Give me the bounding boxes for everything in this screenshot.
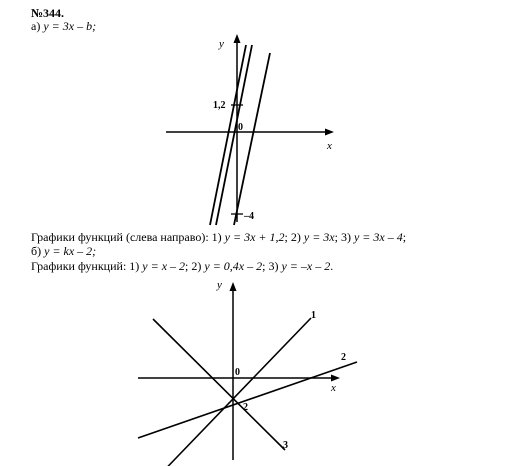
caption-b-f3: y = –x – 2 <box>281 259 331 273</box>
graph-b-origin-label: 0 <box>235 367 240 378</box>
graph-a-origin-label: 0 <box>238 122 243 133</box>
part-a-formula: y = 3x – b; <box>43 19 97 33</box>
caption-a-end: ; <box>402 230 407 244</box>
caption-a-f3: y = 3x – 4 <box>353 230 403 244</box>
caption-a-sep1: ; 2) <box>284 230 304 244</box>
graph-b-x-label: x <box>331 382 336 394</box>
caption-a-f1: y = 3x + 1,2 <box>224 230 285 244</box>
graph-b-line-2 <box>138 362 357 438</box>
graph-b-line-3-label: 3 <box>283 440 288 451</box>
graph-a-tick-upper-label: 1,2 <box>213 100 226 111</box>
part-b-formula: y = kx – 2; <box>44 244 97 258</box>
caption-b-f1: y = x – 2 <box>142 259 186 273</box>
caption-b-sep1: ; 2) <box>185 259 205 273</box>
graph-b-line-2-label: 2 <box>341 352 346 363</box>
caption-b-end: . <box>330 259 334 273</box>
caption-b-f2: y = 0,4x – 2 <box>204 259 263 273</box>
caption-b-sep2: ; 3) <box>262 259 282 273</box>
caption-a-sep2: ; 3) <box>334 230 354 244</box>
graph-b-x-arrow <box>331 375 340 382</box>
problem-number: №344. <box>31 6 65 20</box>
graph-b-y-label: y <box>217 279 222 291</box>
graph-b-intercept-label: 2 <box>243 402 248 413</box>
graph-b-line-1-label: 1 <box>311 310 316 321</box>
graph-a-tick-lower-label: –4 <box>244 211 254 222</box>
graph-b-line-3 <box>153 319 285 450</box>
caption-b-prefix: Графики функций: 1) <box>31 259 143 273</box>
graph-b-y-arrow <box>230 282 237 291</box>
caption-a-prefix: Графики функций (слева направо): 1) <box>31 230 225 244</box>
part-a-prefix: а) <box>31 19 44 33</box>
caption-a-f2: y = 3x <box>303 230 335 244</box>
graph-a-y-label: y <box>219 38 224 50</box>
graph-a-x-label: x <box>327 140 332 152</box>
part-b-prefix: б) <box>31 244 45 258</box>
